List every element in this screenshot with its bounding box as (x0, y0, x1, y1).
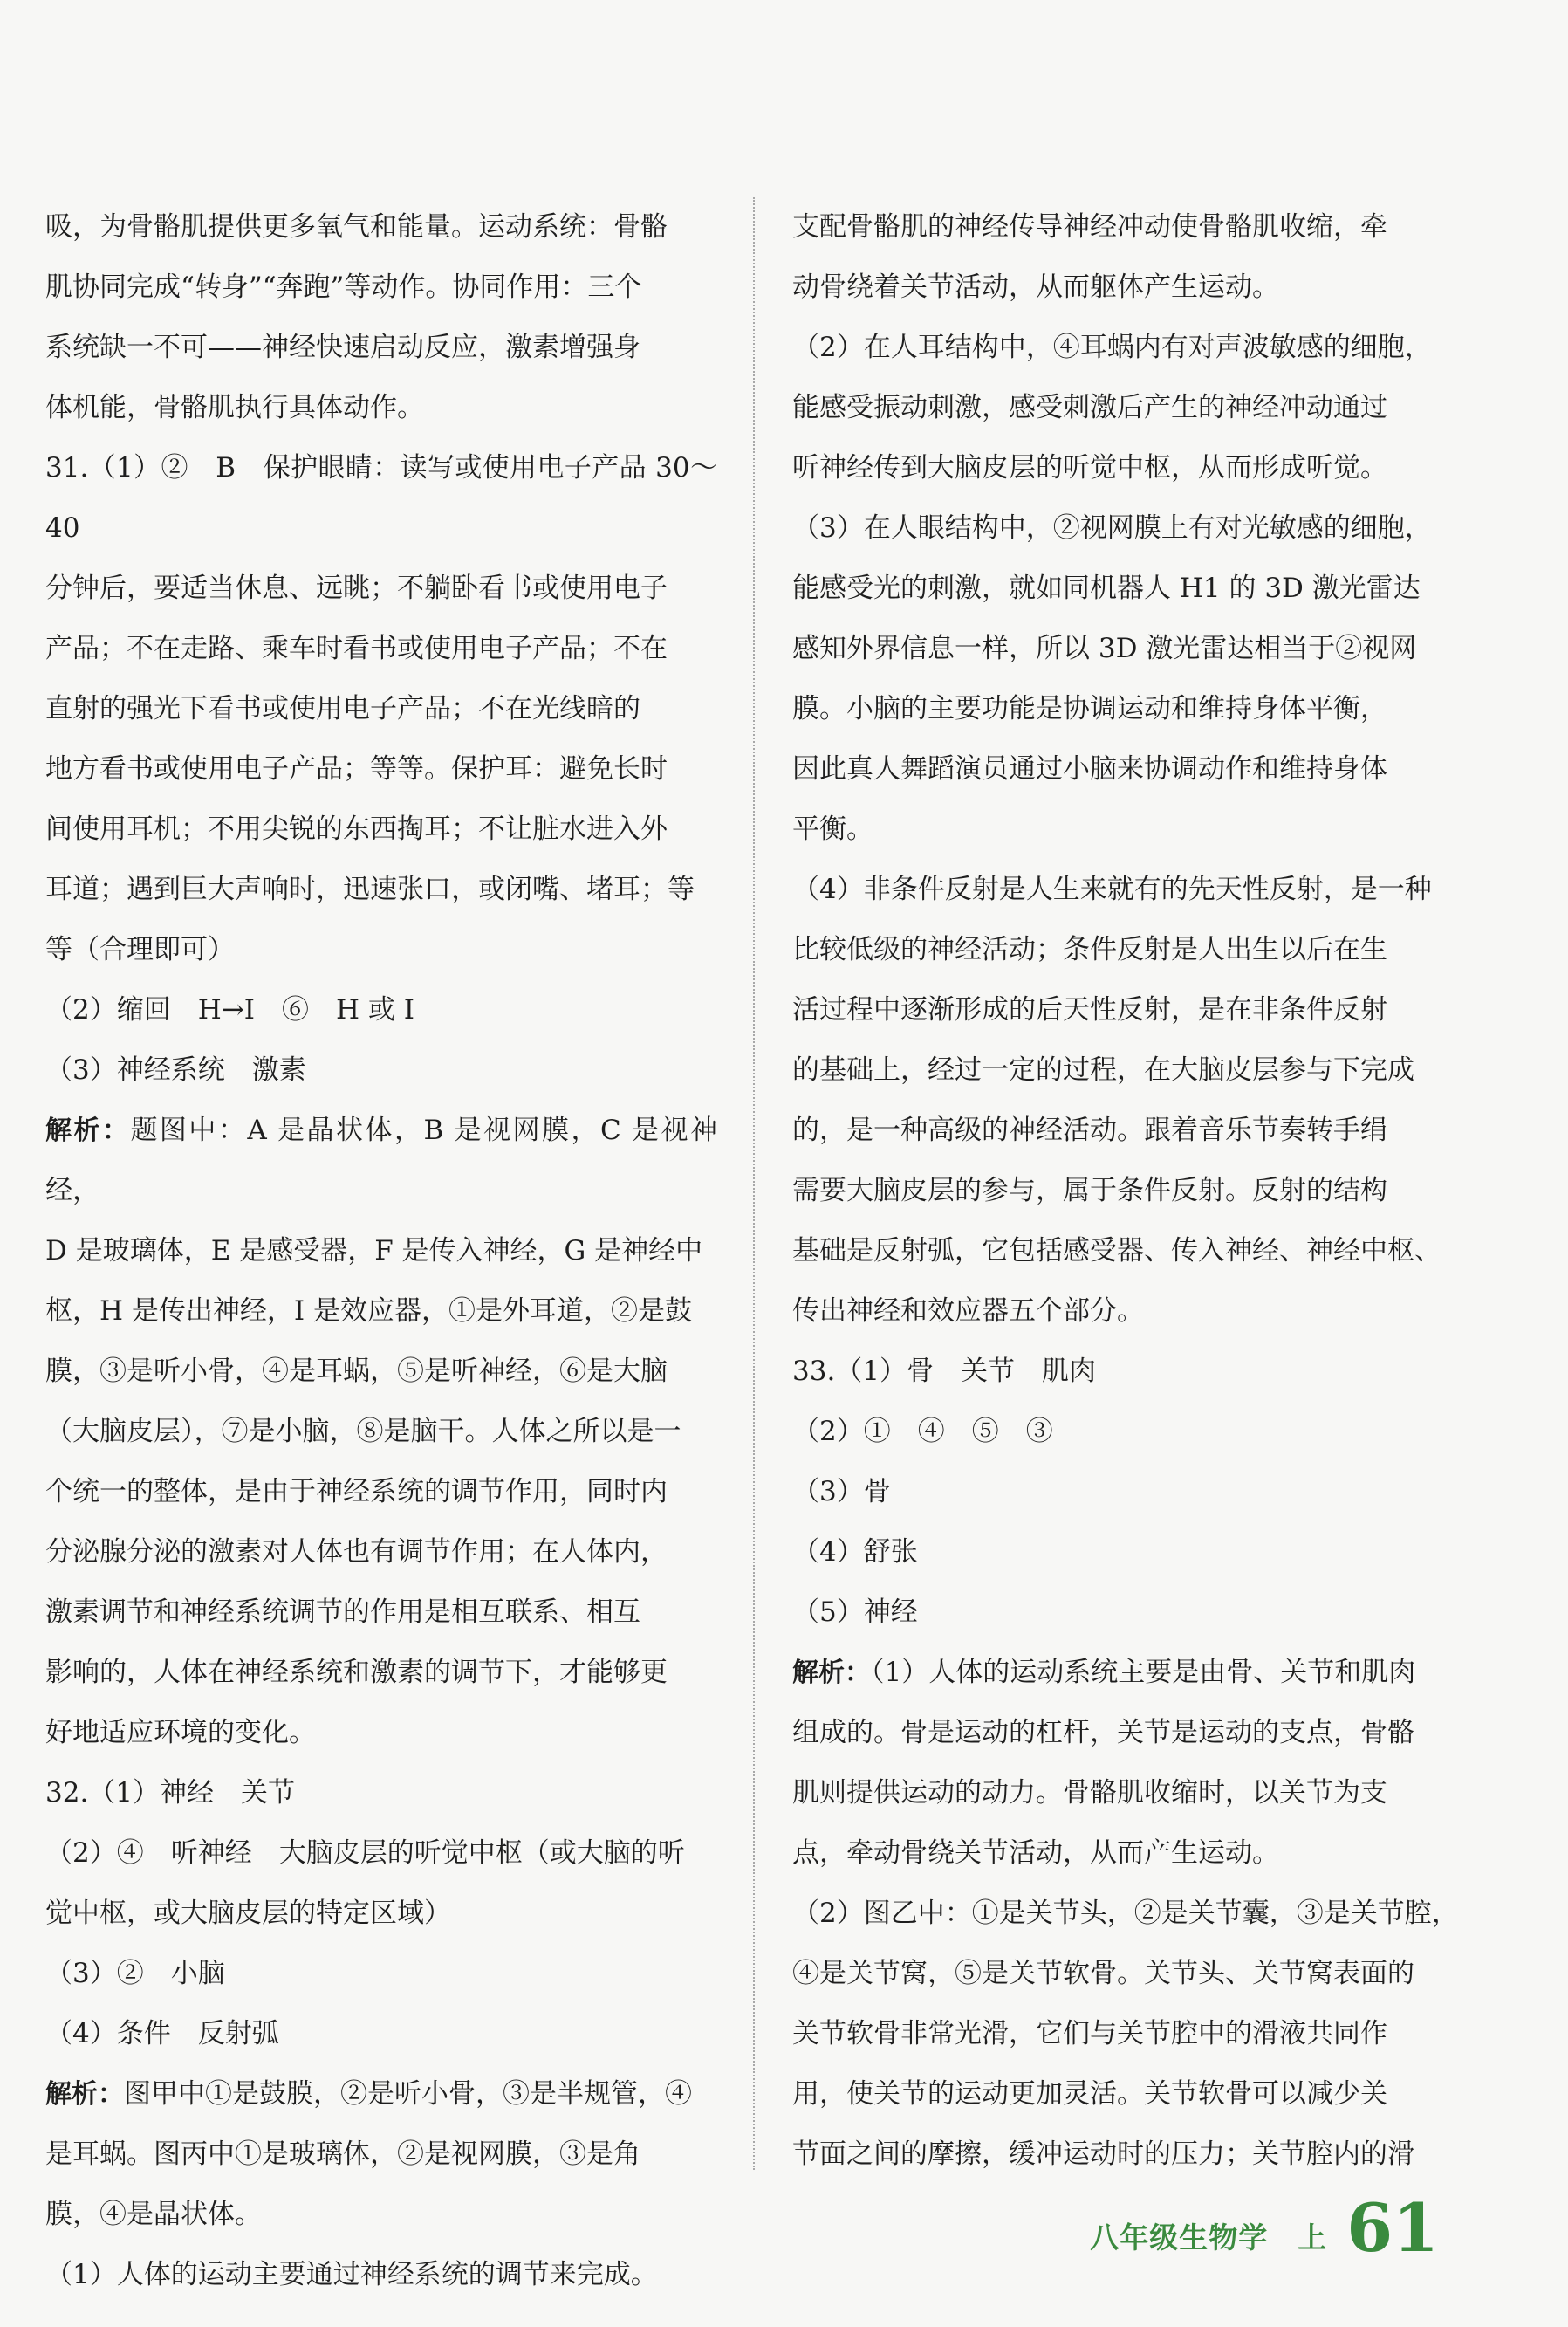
text-line (45, 800, 717, 860)
page-footer (1090, 2189, 1439, 2267)
line-text: 膜。小脑的主要功能是协调运动和维持身体平衡， (792, 693, 1387, 724)
line-text: 能感受振动刺激，感受刺激后产生的神经冲动通过 (792, 392, 1387, 423)
text-line (792, 980, 1469, 1040)
line-text: 吸，为骨骼肌提供更多氧气和能量。运动系统：骨骼 (45, 211, 668, 243)
line-text: 组成的。骨是运动的杠杆，关节是运动的支点，骨骼 (792, 1717, 1414, 1748)
text-line (45, 1823, 717, 1884)
text-line (45, 1582, 717, 1643)
line-text: 图甲中①是鼓膜，②是听小骨，③是半规管，④ (124, 2078, 692, 2110)
line-text: （3）② 小脑 (45, 1958, 225, 1989)
text-line (45, 318, 717, 378)
text-line (792, 1643, 1469, 1703)
text-line (45, 1703, 717, 1763)
line-text: 觉中枢，或大脑皮层的特定区域） (45, 1898, 451, 1929)
text-line (792, 2004, 1469, 2064)
left-column (45, 197, 717, 2305)
text-line (792, 860, 1469, 920)
text-line (45, 559, 717, 619)
line-text: 等（合理即可） (45, 934, 235, 965)
text-line (792, 1944, 1469, 2004)
line-text: （2）④ 听神经 大脑皮层的听觉中枢（或大脑的听 (45, 1837, 685, 1869)
line-text: 传出神经和效应器五个部分。 (792, 1295, 1144, 1327)
line-text: 体机能，骨骼肌执行具体动作。 (45, 392, 424, 423)
line-text: 题图中：A 是晶状体，B 是视网膜，C 是视神经， (45, 1115, 718, 1206)
text-line (792, 1281, 1469, 1342)
text-line (792, 438, 1469, 498)
line-text: 是耳蜗。图丙中①是玻璃体，②是视网膜，③是角 (45, 2138, 640, 2170)
book-title: 八年级生物学 上 (1090, 2221, 1328, 2255)
line-text: 的，是一种高级的神经活动。跟着音乐节奏转手绢 (792, 1115, 1387, 1146)
line-text: 31.（1）② B 保护眼睛：读写或使用电子产品 30～40 (45, 452, 717, 544)
line-text: 33.（1）骨 关节 肌肉 (792, 1356, 1097, 1387)
text-line (45, 1884, 717, 1944)
text-line (45, 197, 717, 257)
text-line (792, 1462, 1469, 1522)
line-text: 枢，H 是传出神经，I 是效应器，①是外耳道，②是鼓 (45, 1295, 692, 1327)
line-text: ④是关节窝，⑤是关节软骨。关节头、关节窝表面的 (792, 1958, 1414, 1989)
text-line (792, 1823, 1469, 1884)
line-text: （4）条件 反射弧 (45, 2018, 279, 2049)
text-line (45, 1402, 717, 1462)
text-line (792, 1582, 1469, 1643)
text-line (792, 1101, 1469, 1161)
line-text: 点，牵动骨绕关节活动，从而产生运动。 (792, 1837, 1279, 1869)
text-line (45, 1763, 717, 1823)
line-text: （1）人体的运动系统主要是由骨、关节和肌肉 (871, 1657, 1416, 1688)
line-text: 耳道；遇到巨大声响时，迅速张口，或闭嘴、堵耳；等 (45, 874, 695, 905)
text-line (45, 378, 717, 438)
line-text: （5）神经 (792, 1596, 918, 1628)
text-line (45, 1643, 717, 1703)
line-text: （大脑皮层），⑦是小脑，⑧是脑干。人体之所以是一 (45, 1416, 681, 1447)
text-line (45, 2004, 717, 2064)
text-line (45, 920, 717, 980)
line-text: （2）在人耳结构中，④耳蜗内有对声波敏感的细胞， (792, 332, 1432, 363)
line-text: 地方看书或使用电子产品；等等。保护耳：避免长时 (45, 753, 668, 785)
line-text: （3）骨 (792, 1476, 891, 1507)
line-text: D 是玻璃体，E 是感受器，F 是传入神经，G 是神经中 (45, 1235, 703, 1266)
text-line (45, 2185, 717, 2245)
text-line (45, 2125, 717, 2185)
line-text: 间使用耳机；不用尖锐的东西掏耳；不让脏水进入外 (45, 813, 668, 845)
text-line (792, 1402, 1469, 1462)
text-line (45, 1040, 717, 1101)
text-line (792, 2064, 1469, 2125)
line-text: 需要大脑皮层的参与，属于条件反射。反射的结构 (792, 1175, 1387, 1206)
line-text: 激素调节和神经系统调节的作用是相互联系、相互 (45, 1596, 640, 1628)
text-line (45, 1281, 717, 1342)
line-text: 分钟后，要适当休息、远眺；不躺卧看书或使用电子 (45, 573, 668, 604)
line-text: 好地适应环境的变化。 (45, 1717, 316, 1748)
page-number: 61 (1346, 2189, 1439, 2267)
text-line (45, 1462, 717, 1522)
analysis-label: 解析： (45, 2079, 124, 2110)
line-text: 关节软骨非常光滑，它们与关节腔中的滑液共同作 (792, 2018, 1387, 2049)
text-line (792, 800, 1469, 860)
text-line (792, 920, 1469, 980)
text-line (792, 1040, 1469, 1101)
line-text: （1）人体的运动主要通过神经系统的调节来完成。 (45, 2259, 658, 2290)
line-text: 活过程中逐渐形成的后天性反射，是在非条件反射 (792, 994, 1387, 1026)
text-line (45, 679, 717, 739)
text-line (792, 2125, 1469, 2185)
line-text: 节面之间的摩擦，缓冲运动时的压力；关节腔内的滑 (792, 2138, 1414, 2170)
text-line (792, 257, 1469, 318)
line-text: 影响的，人体在神经系统和激素的调节下，才能够更 (45, 1657, 668, 1688)
line-text: （2）图乙中：①是关节头，②是关节囊，③是关节腔， (792, 1898, 1459, 1929)
text-line (45, 2245, 717, 2305)
text-line (792, 619, 1469, 679)
line-text: 直射的强光下看书或使用电子产品；不在光线暗的 (45, 693, 640, 724)
text-line (45, 739, 717, 800)
text-line (45, 860, 717, 920)
line-text: 比较低级的神经活动；条件反射是人出生以后在生 (792, 934, 1387, 965)
line-text: 动骨绕着关节活动，从而躯体产生运动。 (792, 271, 1279, 303)
line-text: （3）神经系统 激素 (45, 1054, 306, 1086)
line-text: 肌协同完成“转身”“奔跑”等动作。协同作用：三个 (45, 271, 642, 303)
right-column (792, 197, 1469, 2185)
text-line (792, 559, 1469, 619)
line-text: 听神经传到大脑皮层的听觉中枢，从而形成听觉。 (792, 452, 1387, 484)
text-line (792, 679, 1469, 739)
text-line (45, 2064, 717, 2125)
text-line (792, 378, 1469, 438)
text-line (792, 318, 1469, 378)
line-text: 因此真人舞蹈演员通过小脑来协调动作和维持身体 (792, 753, 1387, 785)
text-line (45, 257, 717, 318)
text-line (792, 498, 1469, 559)
line-text: 个统一的整体，是由于神经系统的调节作用，同时内 (45, 1476, 668, 1507)
line-text: 用，使关节的运动更加灵活。关节软骨可以减少关 (792, 2078, 1387, 2110)
line-text: 系统缺一不可——神经快速启动反应，激素增强身 (45, 332, 640, 363)
line-text: （4）非条件反射是人生来就有的先天性反射，是一种 (792, 874, 1432, 905)
line-text: 产品；不在走路、乘车时看书或使用电子产品；不在 (45, 633, 668, 664)
text-line (792, 1342, 1469, 1402)
text-line (45, 1944, 717, 2004)
text-line (792, 1221, 1469, 1281)
text-line (45, 1221, 717, 1281)
line-text: （4）舒张 (792, 1536, 918, 1568)
text-line (45, 1522, 717, 1582)
line-text: （2）① ④ ⑤ ③ (792, 1416, 1053, 1447)
analysis-label: 解析： (45, 1115, 131, 1146)
text-line (45, 438, 717, 559)
text-line (45, 619, 717, 679)
text-line (792, 739, 1469, 800)
text-line (792, 1522, 1469, 1582)
text-line (792, 197, 1469, 257)
line-text: 支配骨骼肌的神经传导神经冲动使骨骼肌收缩，牵 (792, 211, 1387, 243)
text-line (45, 1101, 717, 1221)
line-text: 32.（1）神经 关节 (45, 1777, 296, 1809)
analysis-label: 解析： (792, 1658, 871, 1688)
column-divider (753, 197, 755, 2170)
text-line (792, 1161, 1469, 1221)
text-line (45, 980, 717, 1040)
text-line (792, 1703, 1469, 1763)
text-line (45, 1342, 717, 1402)
line-text: （3）在人眼结构中，②视网膜上有对光敏感的细胞， (792, 512, 1432, 544)
line-text: 的基础上，经过一定的过程，在大脑皮层参与下完成 (792, 1054, 1414, 1086)
line-text: 膜，③是听小骨，④是耳蜗，⑤是听神经，⑥是大脑 (45, 1356, 668, 1387)
line-text: 肌则提供运动的动力。骨骼肌收缩时，以关节为支 (792, 1777, 1387, 1809)
line-text: 感知外界信息一样，所以 3D 激光雷达相当于②视网 (792, 633, 1417, 664)
line-text: 能感受光的刺激，就如同机器人 H1 的 3D 激光雷达 (792, 573, 1421, 604)
text-line (792, 1884, 1469, 1944)
text-line (792, 1763, 1469, 1823)
line-text: 基础是反射弧，它包括感受器、传入神经、神经中枢、 (792, 1235, 1441, 1266)
line-text: 膜，④是晶状体。 (45, 2199, 262, 2230)
line-text: 分泌腺分泌的激素对人体也有调节作用；在人体内， (45, 1536, 668, 1568)
line-text: （2）缩回 H→I ⑥ H 或 I (45, 994, 414, 1026)
line-text: 平衡。 (792, 813, 873, 845)
